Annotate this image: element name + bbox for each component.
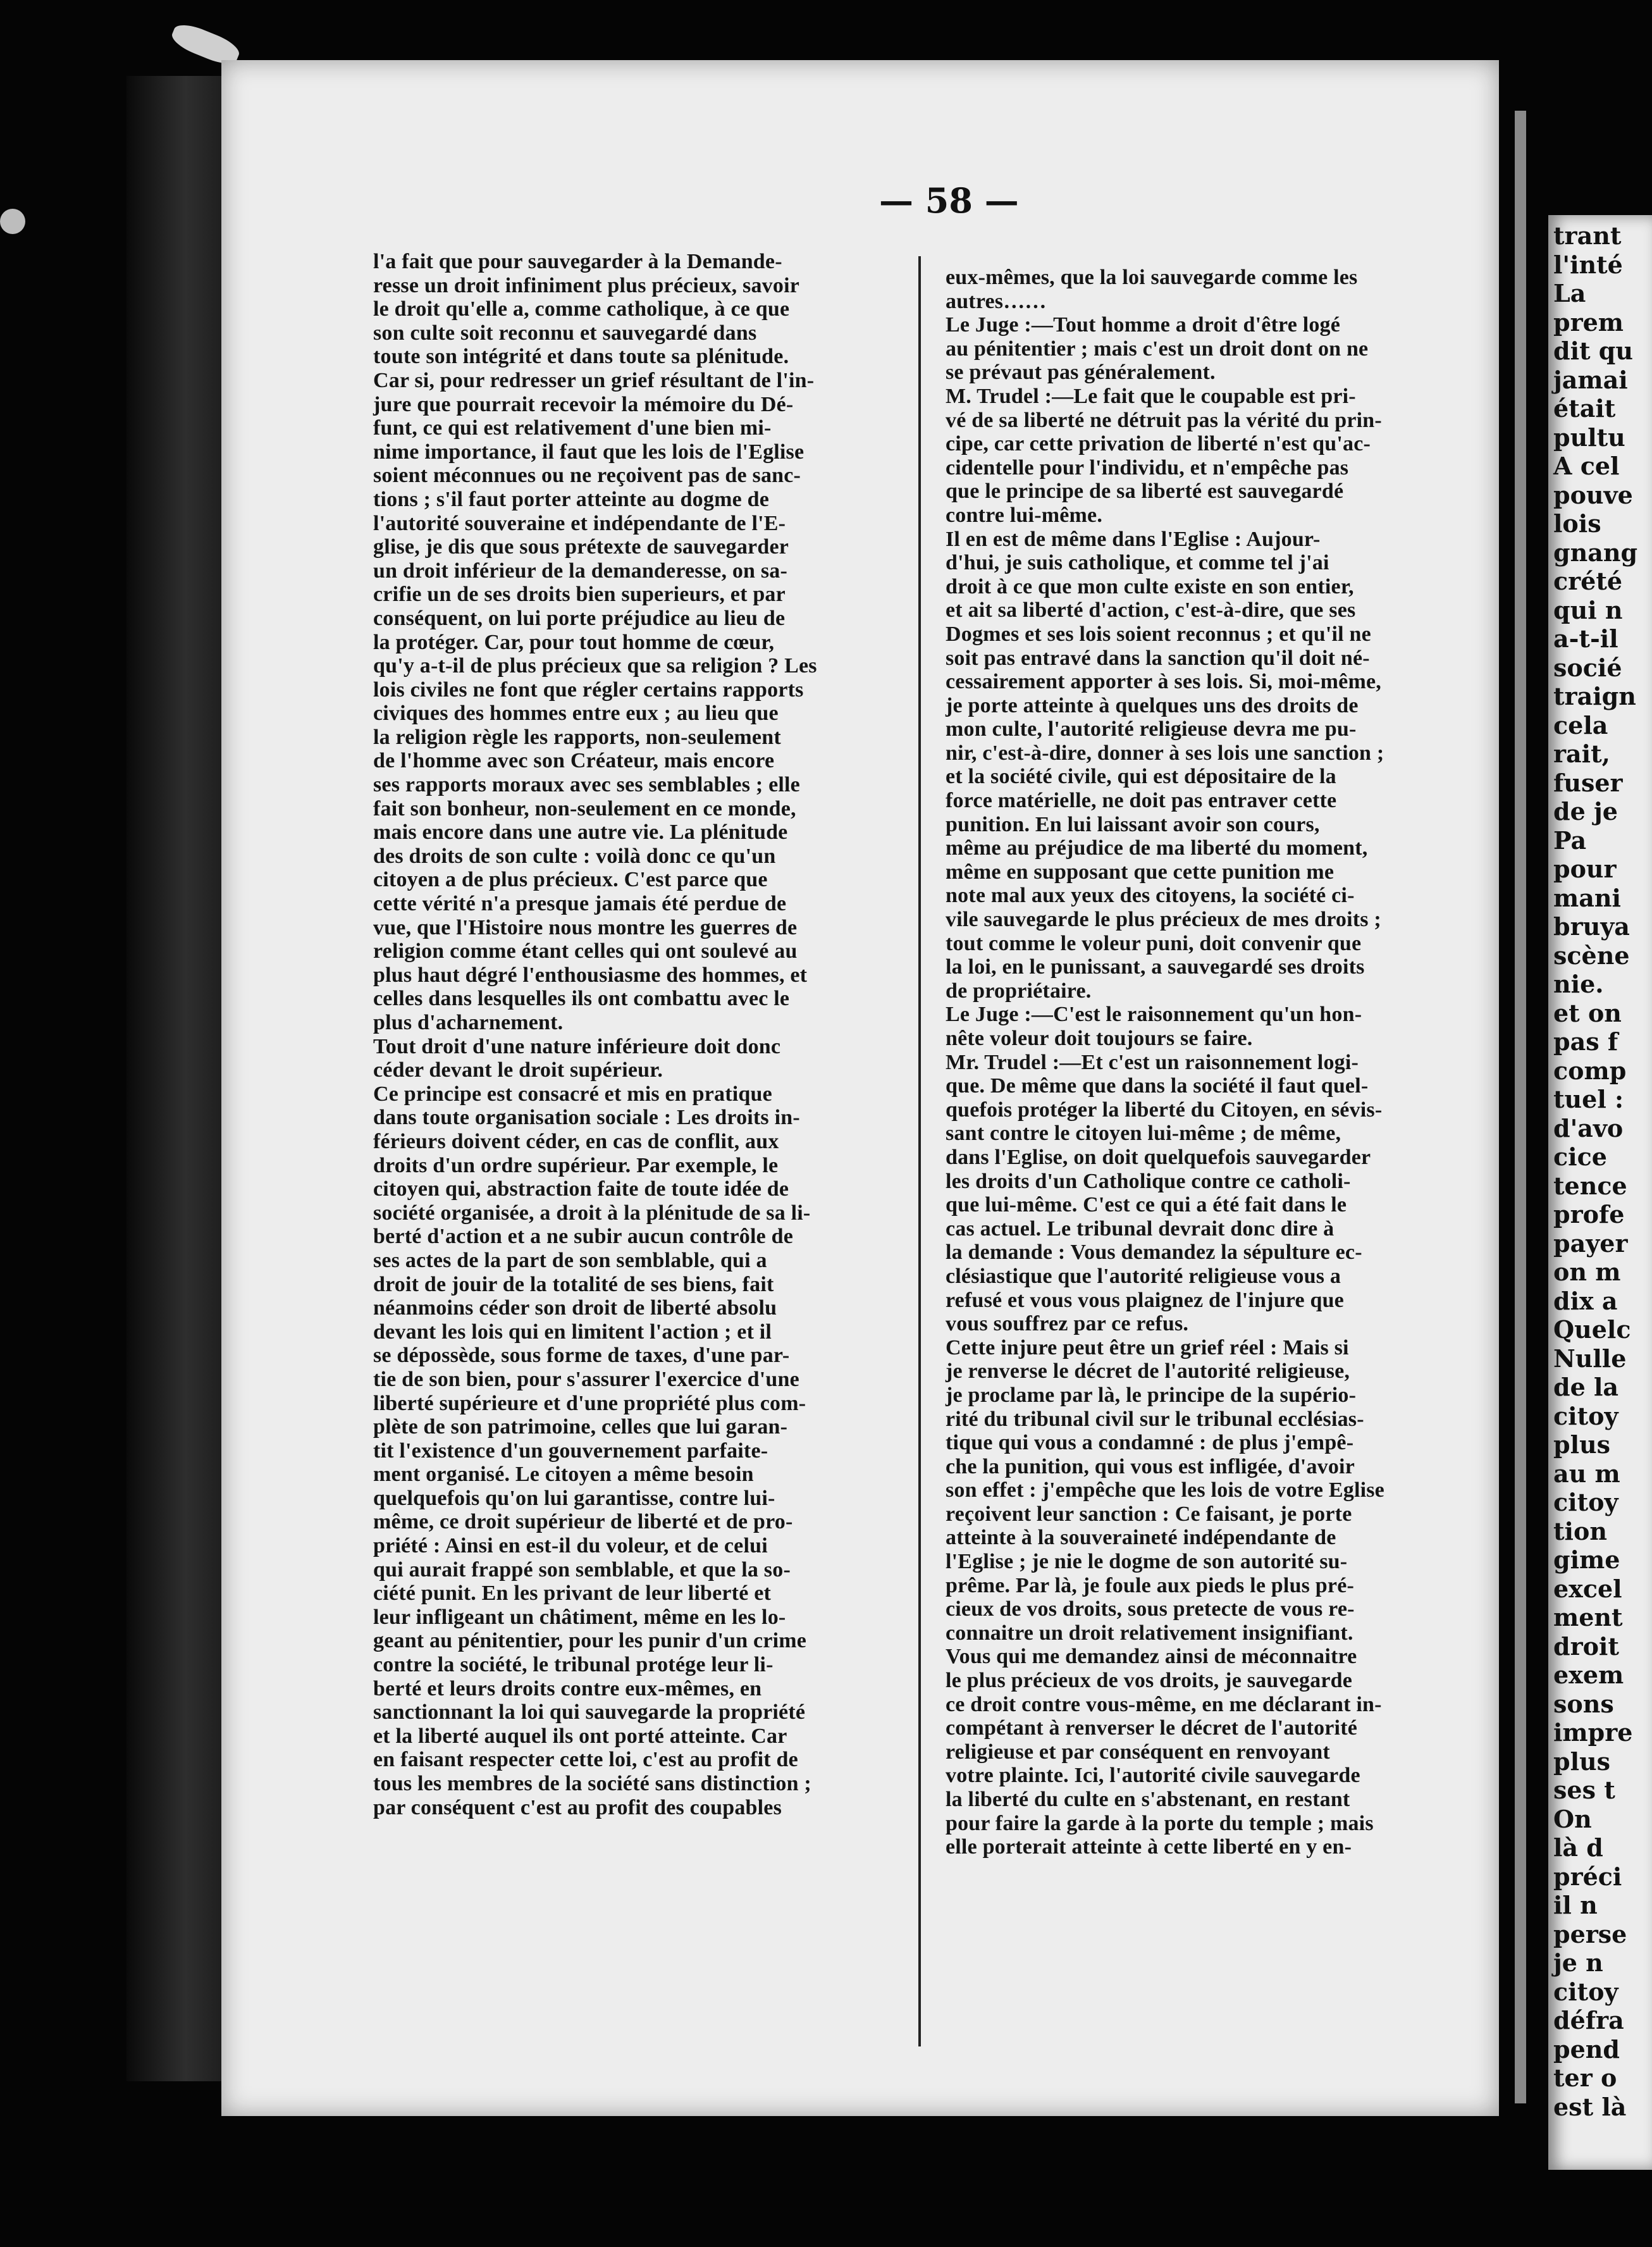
text-line: Il en est de même dans l'Eglise : Aujour- (946, 527, 1321, 551)
text-line: pour faire la garde à la porte du temple ; mais (946, 1811, 1374, 1835)
text-line: cette vérité n'a presque jamais été perdue de (373, 892, 787, 916)
text-line: vue, que l'Histoire nous montre les guerres de (373, 915, 798, 939)
text-line: des droits de son culte : voilà donc ce qu'un (373, 844, 776, 868)
text-line: connaitre un droit relativement insignifiant. (946, 1621, 1353, 1645)
facing-text-fragment: gnang (1553, 538, 1638, 567)
text-line: citoyen a de plus précieux. C'est parce que (373, 868, 768, 892)
text-line: le droit qu'elle a, comme catholique, à ce que (373, 297, 790, 321)
facing-text-fragment: profe (1553, 1200, 1625, 1229)
text-line: funt, ce qui est relativement d'une bien mi- (373, 416, 772, 440)
text-line: la protéger. Car, pour tout homme de cœur, (373, 630, 775, 654)
facing-text-fragment: On (1553, 1804, 1592, 1833)
text-line: je porte atteinte à quelques uns des droits de (946, 693, 1359, 717)
text-line: dans toute organisation sociale : Les droits in- (373, 1106, 800, 1130)
facing-text-fragment: pultu (1553, 423, 1625, 452)
text-line: l'Eglise ; je nie le dogme de son autorité su- (946, 1550, 1348, 1574)
facing-text-fragment: tence (1553, 1171, 1627, 1200)
text-line: sanctionnant la loi qui sauvegarde la propriété (373, 1700, 806, 1724)
text-line: ses actes de la part de son semblable, qui a (373, 1248, 767, 1272)
text-line: tous les membres de la société sans distinction ; (373, 1772, 811, 1795)
facing-text-fragment: l'inté (1553, 250, 1623, 279)
text-line: je renverse le décret de l'autorité religieuse, (946, 1359, 1350, 1383)
text-line: ciété punit. En les privant de leur liberté et (373, 1582, 772, 1606)
facing-text-fragment: défra (1553, 2006, 1624, 2034)
facing-text-fragment: payer (1553, 1229, 1628, 1258)
text-line: nime importance, il faut que les lois de l'Eglise (373, 440, 804, 464)
text-line: nir, c'est-à-dire, donner à ses lois une sanction ; (946, 741, 1384, 765)
text-line: la loi, en le punissant, a sauvegardé ses droits (946, 955, 1365, 979)
text-line: atteinte à la souveraineté indépendante de (946, 1526, 1336, 1550)
text-line: force matérielle, ne doit pas entraver cette (946, 789, 1337, 813)
facing-text-fragment: préci (1553, 1862, 1622, 1891)
text-line: tout comme le voleur puni, doit convenir que (946, 931, 1362, 955)
facing-text-fragment: bruya (1553, 912, 1630, 941)
text-line: berté et leurs droits contre eux-mêmes, en (373, 1676, 762, 1700)
facing-text-fragment: socié (1553, 653, 1622, 682)
facing-text-fragment: au m (1553, 1459, 1620, 1488)
text-line: glise, je dis que sous prétexte de sauvegarder (373, 535, 789, 559)
facing-text-fragment: nie. (1553, 970, 1604, 998)
text-line: ses rapports moraux avec ses semblables ; elle (373, 773, 800, 797)
text-line: d'hui, je suis catholique, et comme tel j'ai (946, 551, 1329, 575)
text-line: ment organisé. Le citoyen a même besoin (373, 1463, 754, 1487)
text-line: sant contre le citoyen lui-même ; de même, (946, 1122, 1341, 1146)
column-divider (918, 256, 921, 2046)
text-line: M. Trudel :—Le fait que le coupable est pri- (946, 384, 1356, 408)
facing-text-fragment: trant (1553, 221, 1622, 250)
text-line: celles dans lesquelles ils ont combattu avec le (373, 987, 790, 1011)
facing-text-fragment: rait, (1553, 740, 1610, 768)
text-line: Le Juge :—Tout homme a droit d'être logé (946, 313, 1341, 337)
text-line: tie de son bien, pour s'assurer l'exercice d'une (373, 1367, 799, 1391)
facing-page-fragment (1548, 215, 1652, 2170)
text-line: un droit inférieur de la demanderesse, on sa- (373, 559, 788, 583)
text-line: geant au pénitentier, pour les punir d'un crime (373, 1629, 807, 1653)
facing-text-fragment: est là (1553, 2092, 1627, 2121)
text-line: refusé et vous vous plaignez de l'injure que (946, 1288, 1344, 1312)
facing-text-fragment: je n (1553, 1948, 1603, 1977)
facing-text-fragment: ses t (1553, 1776, 1615, 1804)
text-line: la liberté du culte en s'abstenant, en restant (946, 1788, 1350, 1811)
text-line: plète de son patrimoine, celles que lui garan- (373, 1415, 788, 1439)
facing-text-fragment: sons (1553, 1689, 1614, 1718)
book-spine-shadow (126, 76, 234, 2081)
text-line: même en supposant que cette punition me (946, 860, 1335, 884)
facing-text-fragment: mani (1553, 883, 1621, 912)
facing-text-fragment: pouve (1553, 480, 1633, 509)
facing-text-fragment: exem (1553, 1661, 1624, 1689)
text-line: que le principe de sa liberté est sauvegardé (946, 480, 1344, 504)
text-line: cidentelle pour l'individu, et n'empêche pas (946, 455, 1349, 480)
page-gutter (1515, 111, 1526, 2103)
text-line: société organisée, a droit à la plénitude de sa li- (373, 1201, 811, 1225)
text-line: religion comme étant celles qui ont soulevé au (373, 939, 798, 963)
text-line: fait son bonheur, non-seulement en ce monde, (373, 796, 796, 820)
facing-text-fragment: dix a (1553, 1286, 1618, 1315)
text-line: devant les lois qui en limitent l'action ; et il (373, 1320, 772, 1344)
text-line: par conséquent c'est au profit des coupables (373, 1795, 782, 1819)
text-line: cieux de vos droits, sous pretecte de vous re- (946, 1597, 1355, 1621)
text-line: berté d'action et a ne subir aucun contrôle de (373, 1225, 793, 1249)
text-line: contre la société, le tribunal protége leur li- (373, 1653, 774, 1677)
left-text-column (373, 250, 904, 1819)
facing-text-fragment: jamai (1553, 365, 1628, 394)
text-line: lois civiles ne font que régler certains rapports (373, 678, 804, 702)
text-line: che la punition, qui vous est infligée, d'avoir (946, 1454, 1355, 1478)
text-line: céder devant le droit supérieur. (373, 1058, 663, 1082)
text-line: qui aurait frappé son semblable, et que la so- (373, 1557, 791, 1582)
text-line: de l'homme avec son Créateur, mais encore (373, 749, 775, 773)
text-line: autres…… (946, 289, 1047, 313)
facing-text-fragment: cice (1553, 1142, 1607, 1171)
text-line: conséquent, on lui porte préjudice au lieu de (373, 606, 786, 630)
text-line: toute son intégrité et dans toute sa plénitude. (373, 345, 789, 369)
facing-text-fragment: ment (1553, 1603, 1623, 1631)
facing-text-fragment: ter o (1553, 2064, 1617, 2092)
text-line: civiques des hommes entre eux ; au lieu que (373, 702, 779, 726)
facing-text-fragment: cela (1553, 710, 1608, 740)
text-line: liberté supérieure et d'une propriété plus com- (373, 1391, 806, 1415)
facing-text-fragment: était (1553, 394, 1616, 423)
text-line: vous souffrez par ce refus. (946, 1312, 1189, 1336)
right-text-column (946, 266, 1470, 1859)
text-line: droits d'un ordre supérieur. Par exemple, le (373, 1153, 779, 1177)
text-line: l'a fait que pour sauvegarder à la Demande- (373, 250, 782, 273)
facing-text-fragment: Pa (1553, 826, 1587, 855)
text-line: quefois protéger la liberté du Citoyen, en sévis- (946, 1098, 1383, 1122)
text-line: soit pas entravé dans la sanction qu'il doit né- (946, 646, 1370, 670)
text-line: Car si, pour redresser un grief résultant de l'in- (373, 368, 815, 392)
text-line: vile sauvegarde le plus précieux de mes droits ; (946, 908, 1381, 932)
facing-text-fragment: gime (1553, 1545, 1620, 1574)
facing-text-fragment: de je (1553, 797, 1618, 826)
text-line: crifie un de ses droits bien superieurs, et par (373, 583, 786, 607)
text-line: Mr. Trudel :—Et c'est un raisonnement logi- (946, 1050, 1359, 1074)
facing-text-fragment: La (1553, 279, 1586, 307)
facing-text-fragment: traign (1553, 682, 1636, 710)
text-line: priété : Ainsi en est-il du voleur, et de celui (373, 1534, 768, 1558)
facing-text-fragment: comp (1553, 1056, 1627, 1085)
text-line: le plus précieux de vos droits, je sauvegarde (946, 1669, 1353, 1693)
facing-text-fragment: citoy (1553, 1977, 1618, 2006)
facing-text-fragment: on m (1553, 1258, 1621, 1286)
facing-text-fragment: impre (1553, 1718, 1633, 1747)
text-line: les droits d'un Catholique contre ce catholi- (946, 1169, 1351, 1193)
text-line: votre plainte. Ici, l'autorité civile sauvegarde (946, 1764, 1360, 1788)
facing-text-fragment: fuser (1553, 768, 1623, 797)
facing-text-fragment: tuel : (1553, 1085, 1624, 1113)
text-line: rité du tribunal civil sur le tribunal ecclésias- (946, 1407, 1364, 1431)
page-number: — 58 — (879, 180, 1019, 221)
facing-text-fragment: d'avo (1553, 1113, 1624, 1142)
text-line: punition. En lui laissant avoir son cours, (946, 812, 1320, 836)
text-line: en faisant respecter cette loi, c'est au profit de (373, 1748, 798, 1772)
text-line: eux-mêmes, que la loi sauvegarde comme les (946, 266, 1358, 289)
text-line: contre lui-même. (946, 503, 1103, 527)
text-line: son culte soit reconnu et sauvegardé dans (373, 321, 757, 345)
text-line: note mal aux yeux des citoyens, la société ci- (946, 884, 1355, 908)
text-line: citoyen qui, abstraction faite de toute idée de (373, 1177, 789, 1201)
text-line: de propriétaire. (946, 979, 1092, 1003)
text-line: je proclame par là, le principe de la supério- (946, 1383, 1357, 1407)
facing-text-fragment: lois (1553, 509, 1601, 538)
facing-text-fragment: Nulle (1553, 1344, 1627, 1373)
facing-text-fragment: plus (1553, 1747, 1611, 1776)
text-line: se prévaut pas généralement. (946, 361, 1216, 385)
facing-text-fragment: tion (1553, 1516, 1607, 1545)
text-line: compétant à renverser le décret de l'autorité (946, 1716, 1358, 1740)
text-line: droit de jouir de la totalité de ses biens, fait (373, 1272, 774, 1296)
text-line: et la liberté auquel ils ont porté atteinte. Car (373, 1724, 787, 1748)
text-line: elle porterait atteinte à cette liberté en y en- (946, 1835, 1352, 1859)
text-line: jure que pourrait recevoir la mémoire du Dé- (373, 392, 794, 416)
facing-text-fragment: de la (1553, 1373, 1619, 1401)
scan-artifact (0, 209, 25, 234)
text-line: l'autorité souveraine et indépendante de l'E- (373, 511, 786, 535)
text-line: férieurs doivent céder, en cas de conflit, aux (373, 1129, 779, 1153)
text-line: reçoivent leur sanction : Ce faisant, je porte (946, 1502, 1352, 1526)
facing-text-fragment: prem (1553, 307, 1624, 337)
facing-text-fragment: Quelc (1553, 1315, 1631, 1344)
text-line: plus d'acharnement. (373, 1011, 564, 1034)
text-line: Tout droit d'une nature inférieure doit donc (373, 1034, 781, 1058)
text-line: même, ce droit supérieur de liberté et de pro- (373, 1510, 793, 1534)
facing-text-fragment: pend (1553, 2034, 1620, 2064)
text-line: se dépossède, sous forme de taxes, d'une par- (373, 1344, 790, 1368)
text-line: son effet : j'empêche que les lois de votre Eglise (946, 1478, 1384, 1502)
facing-text-fragment: citoy (1553, 1401, 1618, 1430)
facing-text-fragment: excel (1553, 1574, 1622, 1603)
facing-text-fragment: citoy (1553, 1488, 1618, 1516)
text-line: cessairement apporter à ses lois. Si, moi-même, (946, 670, 1381, 694)
facing-text-fragment: a-t-il (1553, 624, 1618, 653)
text-line: tit l'existence d'un gouvernement parfaite- (373, 1439, 768, 1463)
text-line: néanmoins céder son droit de liberté absolu (373, 1296, 777, 1320)
facing-text-fragment: et on (1553, 998, 1622, 1027)
facing-text-fragment: il n (1553, 1891, 1598, 1919)
facing-text-fragment: pour (1553, 855, 1617, 883)
text-line: et la société civile, qui est dépositaire de la (946, 765, 1336, 789)
text-line: dans l'Eglise, on doit quelquefois sauvegarder (946, 1145, 1371, 1169)
text-line: cipe, car cette privation de liberté n'est qu'ac- (946, 432, 1371, 456)
text-line: quelquefois qu'on lui garantisse, contre lui- (373, 1486, 775, 1510)
text-line: et ait sa liberté d'action, c'est-à-dire, que ses (946, 598, 1356, 622)
text-line: que. De même que dans la société il faut quel- (946, 1074, 1369, 1098)
text-line: Cette injure peut être un grief réel : Mais si (946, 1335, 1349, 1359)
text-line: ce droit contre vous-même, en me déclarant in- (946, 1692, 1382, 1716)
facing-text-fragment: crété (1553, 567, 1623, 595)
text-line: clésiastique que l'autorité religieuse vous a (946, 1264, 1341, 1288)
text-line: même au préjudice de ma liberté du moment, (946, 836, 1368, 860)
text-line: tions ; s'il faut porter atteinte au dogme de (373, 487, 769, 511)
text-line: la religion règle les rapports, non-seulement (373, 725, 781, 749)
text-line: qu'y a-t-il de plus précieux que sa religion ? Les (373, 654, 817, 678)
text-line: Le Juge :—C'est le raisonnement qu'un hon- (946, 1003, 1362, 1027)
facing-text-fragment: qui n (1553, 595, 1623, 624)
text-line: au pénitentier ; mais c'est un droit dont on ne (946, 337, 1369, 361)
text-line: mon culte, l'autorité religieuse devra me pu- (946, 717, 1357, 741)
facing-text-fragment: là d (1553, 1833, 1603, 1862)
text-line: droit à ce que mon culte existe en son entier, (946, 574, 1354, 598)
text-line: Ce principe est consacré et mis en pratique (373, 1082, 772, 1106)
text-line: vé de sa liberté ne détruit pas la vérité du prin- (946, 408, 1382, 432)
text-line: nête voleur doit toujours se faire. (946, 1027, 1253, 1050)
facing-text-fragment: scène (1553, 941, 1630, 970)
text-line: mais encore dans une autre vie. La plénitude (373, 820, 788, 845)
text-line: Dogmes et ses lois soient reconnus ; et qu'il ne (946, 622, 1371, 646)
text-line: Vous qui me demandez ainsi de méconnaitre (946, 1645, 1357, 1669)
facing-text-fragment: pas f (1553, 1027, 1618, 1056)
text-line: prême. Par là, je foule aux pieds le plus pré- (946, 1573, 1355, 1597)
text-line: tique qui vous a condamné : de plus j'empê- (946, 1431, 1354, 1455)
text-line: la demande : Vous demandez la sépulture ec- (946, 1241, 1362, 1265)
facing-text-fragment: droit (1553, 1631, 1619, 1661)
text-line: soient méconnues ou ne reçoivent pas de sanc- (373, 464, 801, 488)
facing-text-fragment: dit qu (1553, 337, 1633, 365)
facing-text-fragment: plus (1553, 1430, 1611, 1459)
text-line: plus haut dégré l'enthousiasme des hommes, et (373, 963, 808, 987)
text-line: religieuse et par conséquent en renvoyant (946, 1740, 1330, 1764)
facing-text-fragment: A cel (1553, 452, 1620, 480)
text-line: resse un droit infiniment plus précieux, savoir (373, 273, 800, 297)
facing-text-fragment: perse (1553, 1919, 1627, 1948)
text-line: que lui-même. C'est ce qui a été fait dans le (946, 1193, 1347, 1217)
text-line: cas actuel. Le tribunal devrait donc dire à (946, 1216, 1335, 1241)
text-line: leur infligeant un châtiment, même en les lo- (373, 1605, 786, 1629)
